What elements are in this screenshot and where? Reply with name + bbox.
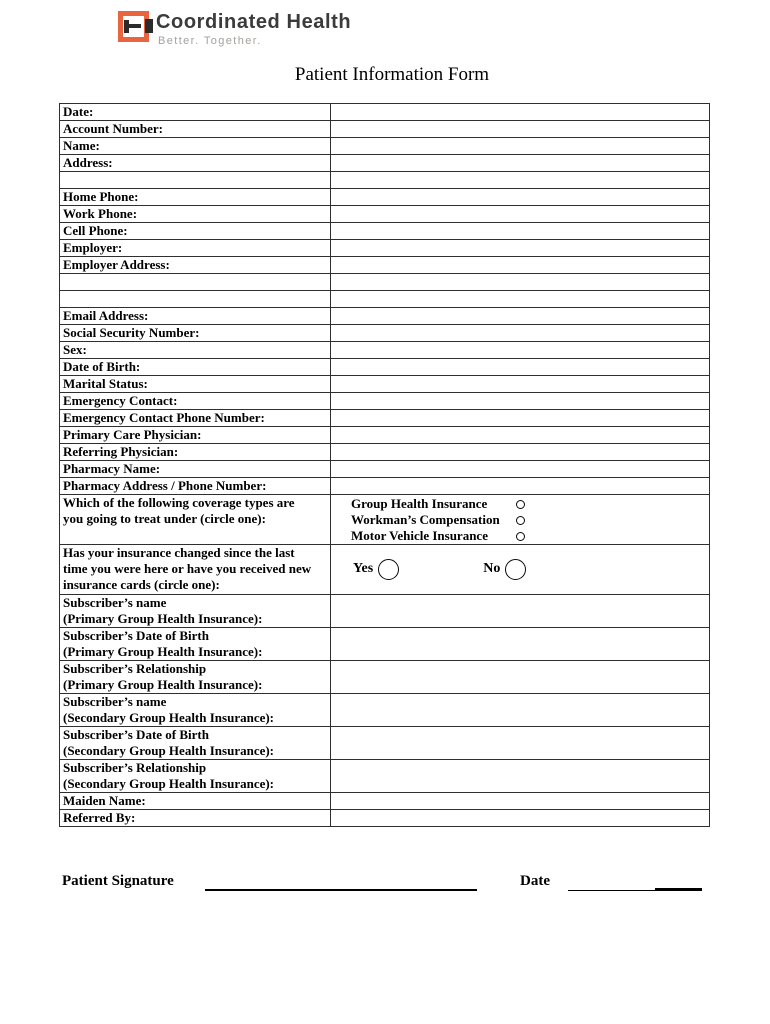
table-row: [60, 793, 710, 810]
field-label-cell: [60, 359, 331, 376]
field-label-cell: [60, 325, 331, 342]
field-label: Email Address:: [63, 308, 149, 323]
field-label: Home Phone:: [63, 189, 139, 204]
field-label: (Primary Group Health Insurance):: [63, 677, 263, 692]
field-label: Has your insurance changed since the last: [63, 545, 295, 560]
table-row: [60, 121, 710, 138]
field-label-cell: [60, 138, 331, 155]
field-value-cell[interactable]: [331, 223, 710, 240]
field-value-cell[interactable]: [331, 427, 710, 444]
field-label: Marital Status:: [63, 376, 148, 391]
field-label-cell: [60, 461, 331, 478]
coverage-option-label: Group Health Insurance: [351, 496, 488, 511]
field-label: Date:: [63, 104, 94, 119]
field-label: Referred By:: [63, 810, 136, 825]
table-row: [60, 172, 710, 189]
table-row: [60, 104, 710, 121]
field-value-cell: [331, 495, 710, 545]
field-value-cell[interactable]: [331, 359, 710, 376]
field-label-cell: [60, 393, 331, 410]
field-value-cell[interactable]: [331, 342, 710, 359]
field-value-cell[interactable]: [331, 810, 710, 827]
page-title: Patient Information Form: [294, 64, 490, 85]
field-value-cell[interactable]: [331, 376, 710, 393]
table-row: [60, 727, 710, 760]
field-label: Maiden Name:: [63, 793, 146, 808]
yesno-option-label: No: [483, 561, 501, 576]
field-value-cell[interactable]: [331, 189, 710, 206]
field-value-cell[interactable]: [331, 172, 710, 189]
field-value-cell[interactable]: [331, 628, 710, 661]
field-label-cell: [60, 694, 331, 727]
field-label-cell: [60, 793, 331, 810]
field-value-cell[interactable]: [331, 138, 710, 155]
field-label: Subscriber’s Date of Birth: [63, 628, 209, 643]
patient-signature-line[interactable]: [205, 889, 477, 891]
field-value-cell[interactable]: [331, 461, 710, 478]
field-value-cell[interactable]: [331, 274, 710, 291]
field-label-cell: [60, 155, 331, 172]
table-row: [60, 359, 710, 376]
field-value-cell[interactable]: [331, 104, 710, 121]
table-row: [60, 308, 710, 325]
field-value-cell[interactable]: [331, 694, 710, 727]
field-label: Subscriber’s name: [63, 595, 167, 610]
brand-logo: [118, 9, 351, 48]
coverage-option-circle-icon[interactable]: [516, 532, 525, 541]
field-value-cell[interactable]: [331, 325, 710, 342]
table-row: [60, 595, 710, 628]
field-label: Work Phone:: [63, 206, 138, 221]
coordinated-health-h-icon: [118, 11, 149, 42]
field-label: Name:: [63, 138, 100, 153]
field-label: (Secondary Group Health Insurance):: [63, 710, 275, 725]
field-label-cell: [60, 189, 331, 206]
field-label: Subscriber’s Relationship: [63, 760, 207, 775]
field-label: Pharmacy Name:: [63, 461, 161, 476]
field-label-cell: [60, 172, 331, 189]
field-label-cell: [60, 342, 331, 359]
table-row: [60, 325, 710, 342]
field-label: Address:: [63, 155, 113, 170]
field-label: time you were here or have you received new: [63, 561, 312, 576]
field-label: [63, 274, 329, 290]
field-label-cell: [60, 308, 331, 325]
field-value-cell: [331, 545, 710, 595]
field-label-cell: [60, 628, 331, 661]
field-label: you going to treat under (circle one):: [63, 511, 266, 526]
table-row: [60, 155, 710, 172]
field-label: Date of Birth:: [63, 359, 141, 374]
field-value-cell[interactable]: [331, 121, 710, 138]
field-label: Referring Physician:: [63, 444, 179, 459]
field-value-cell[interactable]: [331, 793, 710, 810]
table-row: [60, 138, 710, 155]
field-value-cell[interactable]: [331, 595, 710, 628]
field-label-cell: [60, 661, 331, 694]
table-row: [60, 760, 710, 793]
field-label: [63, 172, 329, 188]
field-label: (Secondary Group Health Insurance):: [63, 776, 275, 791]
table-row: [60, 376, 710, 393]
field-label-cell: [60, 240, 331, 257]
field-label: Cell Phone:: [63, 223, 128, 238]
coverage-option-label: Motor Vehicle Insurance: [351, 528, 488, 543]
field-label: Subscriber’s name: [63, 694, 167, 709]
field-label: Subscriber’s Date of Birth: [63, 727, 209, 742]
field-label-cell: [60, 223, 331, 240]
table-row: [60, 410, 710, 427]
table-row: [60, 495, 710, 545]
field-label-cell: [60, 121, 331, 138]
field-label: Subscriber’s Relationship: [63, 661, 207, 676]
field-value-cell[interactable]: [331, 444, 710, 461]
table-row: [60, 810, 710, 827]
table-row: [60, 393, 710, 410]
field-value-cell[interactable]: [331, 760, 710, 793]
field-label-cell: [60, 206, 331, 223]
field-value-cell[interactable]: [331, 410, 710, 427]
field-value-cell[interactable]: [331, 257, 710, 274]
coverage-option-circle-icon[interactable]: [516, 516, 525, 525]
table-row: [60, 257, 710, 274]
field-label: Primary Care Physician:: [63, 427, 202, 442]
table-row: [60, 274, 710, 291]
table-row: [60, 189, 710, 206]
field-label-cell: [60, 410, 331, 427]
field-label: (Primary Group Health Insurance):: [63, 644, 263, 659]
field-label: [63, 291, 329, 307]
signature-date-label: Date: [520, 873, 550, 889]
field-value-cell[interactable]: [331, 206, 710, 223]
table-row: [60, 628, 710, 661]
table-row: [60, 478, 710, 495]
field-label-cell: [60, 427, 331, 444]
field-label-cell: [60, 495, 331, 545]
table-row: [60, 461, 710, 478]
field-label-cell: [60, 104, 331, 121]
field-label: Which of the following coverage types are: [63, 495, 295, 510]
table-row: [60, 694, 710, 727]
field-label: Emergency Contact Phone Number:: [63, 410, 265, 425]
table-row: [60, 444, 710, 461]
field-value-cell[interactable]: [331, 155, 710, 172]
coverage-option-label: Workman’s Compensation: [351, 512, 500, 527]
table-row: [60, 342, 710, 359]
field-label: (Secondary Group Health Insurance):: [63, 743, 275, 758]
table-row: [60, 545, 710, 595]
field-label-cell: [60, 376, 331, 393]
field-label: Emergency Contact:: [63, 393, 178, 408]
table-row: [60, 427, 710, 444]
field-value-cell[interactable]: [331, 291, 710, 308]
field-label: Pharmacy Address / Phone Number:: [63, 478, 267, 493]
yesno-option-circle-icon[interactable]: [378, 559, 399, 580]
field-label-cell: [60, 727, 331, 760]
field-label: Sex:: [63, 342, 87, 357]
field-label-cell: [60, 274, 331, 291]
field-label: insurance cards (circle one):: [63, 577, 220, 592]
table-row: [60, 291, 710, 308]
field-label: Account Number:: [63, 121, 164, 136]
field-label: (Primary Group Health Insurance):: [63, 611, 263, 626]
field-value-cell[interactable]: [331, 308, 710, 325]
field-label: Employer:: [63, 240, 123, 255]
table-row: [60, 240, 710, 257]
yesno-option-circle-icon[interactable]: [505, 559, 526, 580]
field-label-cell: [60, 444, 331, 461]
brand-name: Coordinated Health: [156, 11, 352, 33]
yesno-option-label: Yes: [353, 561, 374, 576]
field-label-cell: [60, 545, 331, 595]
coverage-option-circle-icon[interactable]: [516, 500, 525, 509]
table-row: [60, 223, 710, 240]
field-label-cell: [60, 257, 331, 274]
field-label-cell: [60, 478, 331, 495]
table-row: [60, 661, 710, 694]
brand-tagline: Better. Together.: [158, 35, 262, 47]
patient-form-table: [59, 103, 710, 827]
field-label: Employer Address:: [63, 257, 170, 272]
field-value-cell[interactable]: [331, 478, 710, 495]
field-label-cell: [60, 760, 331, 793]
signature-date-line-end[interactable]: [655, 888, 702, 891]
patient-signature-label: Patient Signature: [62, 873, 174, 889]
field-label-cell: [60, 810, 331, 827]
field-value-cell[interactable]: [331, 661, 710, 694]
table-row: [60, 206, 710, 223]
field-value-cell[interactable]: [331, 727, 710, 760]
patient-form-table-body: [60, 104, 710, 827]
field-label-cell: [60, 291, 331, 308]
field-value-cell[interactable]: [331, 393, 710, 410]
field-label-cell: [60, 595, 331, 628]
field-label: Social Security Number:: [63, 325, 200, 340]
field-value-cell[interactable]: [331, 240, 710, 257]
